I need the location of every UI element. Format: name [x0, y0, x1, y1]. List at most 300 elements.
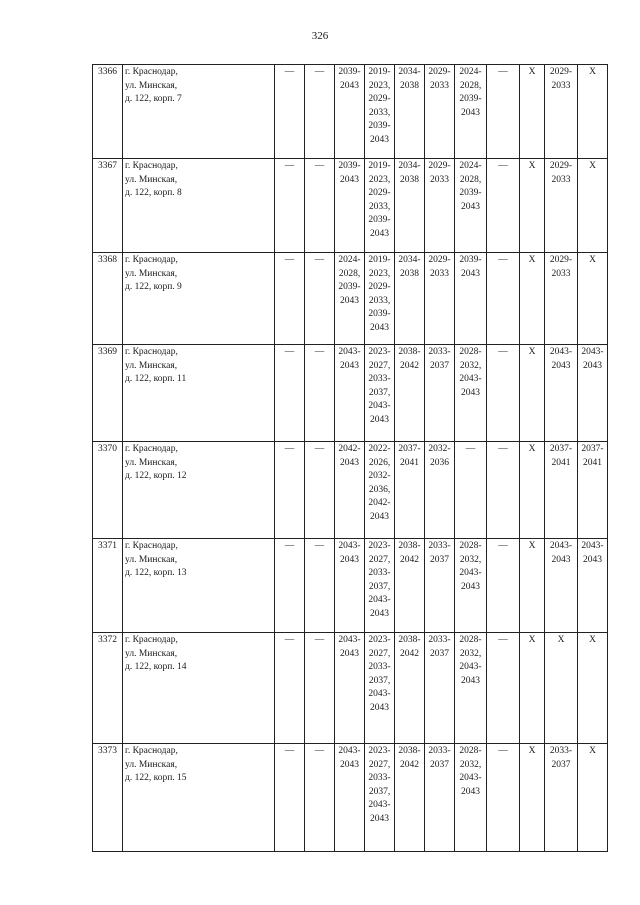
cell-value: 2034-	[398, 255, 421, 265]
schedule-cell	[275, 345, 305, 442]
cell-value: 2019-	[368, 67, 391, 77]
schedule-cell	[578, 253, 608, 345]
cell-value: —	[314, 541, 325, 551]
cell-value: 2037-	[398, 444, 421, 454]
cell-value: 2043-	[338, 746, 361, 756]
cell-value: 2042	[400, 759, 419, 770]
cell-value: 2043	[370, 322, 389, 333]
cell-value: —	[284, 347, 295, 357]
schedule-cell	[305, 159, 335, 253]
cell-value: 2033-	[368, 374, 391, 384]
schedule-cell	[545, 65, 578, 159]
cell-value: 2043	[370, 702, 389, 713]
address-line: ул. Минская,	[125, 268, 178, 279]
cell-value: —	[284, 444, 295, 454]
schedule-cell	[425, 253, 455, 345]
row-number: 3366	[98, 67, 117, 77]
address-line: г. Краснодар,	[125, 161, 178, 171]
schedule-cell	[275, 744, 305, 852]
schedule-cell	[520, 253, 545, 345]
cell-value: 2033	[551, 174, 571, 185]
address-line: ул. Минская,	[125, 648, 178, 659]
cell-value: 2027,	[368, 759, 391, 770]
cell-value: 2024-	[459, 161, 482, 171]
cell-value: X	[589, 67, 596, 77]
schedule-cell	[395, 539, 425, 633]
schedule-cell	[425, 159, 455, 253]
schedule-cell	[395, 159, 425, 253]
cell-value: 2038-	[398, 746, 421, 756]
schedule-cell	[335, 442, 365, 539]
row-number: 3372	[98, 635, 117, 645]
cell-value: 2043	[461, 786, 480, 797]
address-line: г. Краснодар,	[125, 255, 178, 265]
schedule-cell	[545, 159, 578, 253]
schedule-cell	[365, 539, 395, 633]
cell-value: 2029-	[428, 67, 451, 77]
schedule-cell	[275, 539, 305, 633]
cell-value: —	[498, 746, 508, 756]
schedule-cell	[425, 442, 455, 539]
table-row	[93, 539, 608, 633]
cell-value: —	[498, 444, 508, 454]
schedule-cell	[305, 442, 335, 539]
cell-value: 2043-	[581, 541, 604, 551]
cell-value: —	[498, 541, 508, 551]
cell-value: —	[284, 67, 295, 77]
row-number-cell	[93, 744, 123, 852]
cell-value: 2033-	[368, 773, 391, 783]
schedule-cell	[335, 633, 365, 744]
cell-value: 2042	[400, 554, 419, 565]
cell-value: 2037,	[368, 675, 391, 686]
cell-value: X	[528, 746, 536, 756]
cell-value: 2024-	[459, 67, 482, 77]
cell-value: 2037	[430, 554, 449, 565]
address-line: д. 122, корп. 13	[125, 568, 187, 578]
cell-value: 2041	[400, 457, 419, 468]
schedule-cell	[520, 65, 545, 159]
cell-value: 2033-	[368, 662, 391, 672]
row-number: 3371	[98, 541, 117, 551]
cell-value: 2033	[430, 268, 449, 279]
cell-value: 2036,	[368, 484, 391, 495]
cell-value: 2041	[551, 457, 571, 468]
address-line: д. 122, корп. 9	[125, 282, 182, 292]
cell-value: 2043-	[338, 347, 361, 357]
cell-value: 2028,	[459, 80, 482, 91]
cell-value: 2043	[340, 80, 359, 91]
cell-value: 2038-	[398, 541, 421, 551]
schedule-cell	[365, 159, 395, 253]
cell-value: 2022-	[368, 444, 391, 454]
row-number-cell	[93, 159, 123, 253]
row-number: 3369	[98, 347, 117, 357]
cell-value: 2039-	[459, 188, 482, 198]
cell-value: 2043	[370, 414, 389, 425]
cell-value: 2029-	[368, 188, 391, 198]
cell-value: 2043	[340, 360, 359, 371]
schedule-cell	[425, 65, 455, 159]
cell-value: 2033-	[428, 635, 451, 645]
cell-value: 2028-	[459, 541, 482, 551]
schedule-cell	[395, 633, 425, 744]
schedule-cell	[578, 633, 608, 744]
schedule-cell	[578, 442, 608, 539]
address-line: ул. Минская,	[125, 360, 178, 371]
schedule-cell	[520, 442, 545, 539]
schedule-cell	[305, 253, 335, 345]
cell-value: 2043	[370, 813, 389, 824]
cell-value: 2038	[400, 174, 419, 185]
cell-value: 2026,	[368, 457, 391, 468]
cell-value: —	[498, 635, 508, 645]
cell-value: 2043	[461, 581, 480, 592]
cell-value: 2043	[461, 387, 480, 398]
address-cell	[123, 539, 275, 633]
cell-value: 2029-	[549, 255, 573, 265]
cell-value: 2036	[430, 457, 449, 468]
schedule-cell	[455, 539, 487, 633]
cell-value: 2037,	[368, 581, 391, 592]
cell-value: 2043	[461, 107, 480, 118]
cell-value: 2042-	[338, 444, 361, 454]
cell-value: 2038	[400, 80, 419, 91]
schedule-cell	[365, 65, 395, 159]
cell-value: 2034-	[398, 161, 421, 171]
cell-value: 2033-	[368, 568, 391, 578]
cell-value: —	[314, 67, 325, 77]
schedule-cell	[578, 744, 608, 852]
cell-value: 2023-	[368, 635, 391, 645]
cell-value: 2039-	[368, 215, 391, 225]
schedule-cell	[520, 159, 545, 253]
cell-value: 2043-	[549, 347, 573, 357]
row-number-cell	[93, 345, 123, 442]
cell-value: 2043-	[459, 773, 482, 783]
cell-value: 2043	[340, 174, 359, 185]
address-line: г. Краснодар,	[125, 746, 178, 756]
cell-value: 2039-	[459, 255, 482, 265]
cell-value: 2042	[400, 360, 419, 371]
row-number-cell	[93, 539, 123, 633]
schedule-cell	[455, 65, 487, 159]
schedule-cell	[578, 345, 608, 442]
cell-value: 2039-	[338, 282, 361, 292]
cell-value: —	[284, 161, 295, 171]
cell-value: 2023-	[368, 347, 391, 357]
schedule-cell	[425, 345, 455, 442]
cell-value: 2033,	[368, 107, 391, 118]
schedule-cell	[305, 539, 335, 633]
cell-value: 2033	[551, 80, 571, 91]
address-line: д. 122, корп. 12	[125, 471, 187, 481]
cell-value: 2037	[430, 360, 449, 371]
repair-schedule-table	[92, 64, 608, 852]
schedule-cell	[365, 253, 395, 345]
cell-value: 2023,	[368, 174, 391, 185]
cell-value: X	[589, 161, 596, 171]
schedule-cell	[520, 744, 545, 852]
cell-value: 2043	[583, 554, 602, 565]
schedule-cell	[578, 539, 608, 633]
cell-value: 2043	[583, 360, 602, 371]
cell-value: —	[284, 255, 295, 265]
schedule-cell	[455, 159, 487, 253]
cell-value: 2032-	[368, 471, 391, 481]
table-row	[93, 442, 608, 539]
cell-value: —	[498, 161, 508, 171]
schedule-cell	[520, 633, 545, 744]
cell-value: 2028-	[459, 635, 482, 645]
cell-value: —	[498, 67, 508, 77]
cell-value: 2029-	[428, 255, 451, 265]
address-line: д. 122, корп. 7	[125, 94, 182, 104]
cell-value: 2033-	[549, 746, 573, 756]
schedule-cell	[335, 345, 365, 442]
cell-value: 2029-	[368, 94, 391, 104]
schedule-cell	[545, 744, 578, 852]
schedule-cell	[455, 442, 487, 539]
address-cell	[123, 744, 275, 852]
row-number-cell	[93, 633, 123, 744]
cell-value: 2043-	[368, 595, 391, 605]
schedule-cell	[455, 744, 487, 852]
cell-value: —	[498, 347, 508, 357]
schedule-cell	[335, 159, 365, 253]
cell-value: 2037-	[549, 444, 573, 454]
cell-value: 2039-	[368, 309, 391, 319]
cell-value: 2023,	[368, 80, 391, 91]
cell-value: X	[528, 161, 536, 171]
schedule-cell	[335, 539, 365, 633]
table-row	[93, 253, 608, 345]
cell-value: 2033-	[428, 347, 451, 357]
cell-value: X	[528, 67, 536, 77]
address-line: д. 122, корп. 14	[125, 662, 187, 672]
cell-value: 2028,	[338, 268, 361, 279]
address-cell	[123, 442, 275, 539]
cell-value: X	[528, 635, 536, 645]
schedule-cell	[335, 744, 365, 852]
schedule-cell	[545, 633, 578, 744]
cell-value: 2033,	[368, 201, 391, 212]
address-cell	[123, 65, 275, 159]
schedule-cell	[275, 253, 305, 345]
schedule-cell	[275, 159, 305, 253]
cell-value: 2023-	[368, 746, 391, 756]
cell-value: —	[314, 255, 325, 265]
cell-value: —	[314, 161, 325, 171]
cell-value: 2042	[400, 648, 419, 659]
cell-value: 2037,	[368, 387, 391, 398]
schedule-cell	[395, 442, 425, 539]
schedule-cell	[545, 442, 578, 539]
schedule-cell	[487, 159, 520, 253]
table-row	[93, 345, 608, 442]
cell-value: 2043	[461, 675, 480, 686]
schedule-cell	[365, 345, 395, 442]
cell-value: 2038-	[398, 635, 421, 645]
schedule-cell	[335, 65, 365, 159]
cell-value: —	[498, 255, 508, 265]
schedule-cell	[578, 65, 608, 159]
cell-value: 2037,	[368, 786, 391, 797]
schedule-cell	[395, 65, 425, 159]
address-line: г. Краснодар,	[125, 347, 178, 357]
cell-value: 2043	[461, 201, 480, 212]
row-number: 3367	[98, 161, 117, 171]
address-cell	[123, 345, 275, 442]
table-row	[93, 633, 608, 744]
cell-value: 2028-	[459, 347, 482, 357]
cell-value: 2032,	[459, 759, 482, 770]
address-line: ул. Минская,	[125, 759, 178, 770]
cell-value: 2039-	[338, 161, 361, 171]
schedule-cell	[305, 65, 335, 159]
cell-value: 2043	[340, 759, 359, 770]
cell-value: 2043	[551, 360, 571, 371]
cell-value: 2028,	[459, 174, 482, 185]
schedule-cell	[395, 744, 425, 852]
address-line: г. Краснодар,	[125, 444, 178, 454]
cell-value: 2038	[400, 268, 419, 279]
row-number-cell	[93, 65, 123, 159]
cell-value: 2041	[583, 457, 602, 468]
cell-value: 2019-	[368, 255, 391, 265]
schedule-cell	[425, 633, 455, 744]
schedule-cell	[455, 253, 487, 345]
cell-value: 2029-	[428, 161, 451, 171]
cell-value: 2032,	[459, 554, 482, 565]
table-row	[93, 65, 608, 159]
schedule-cell	[487, 442, 520, 539]
cell-value: 2032-	[428, 444, 451, 454]
cell-value: —	[284, 746, 295, 756]
schedule-cell	[487, 65, 520, 159]
cell-value: 2043	[370, 511, 389, 522]
cell-value: 2043	[551, 554, 571, 565]
cell-value: X	[589, 635, 596, 645]
cell-value: 2043	[340, 648, 359, 659]
address-line: д. 122, корп. 11	[125, 374, 187, 384]
address-line: г. Краснодар,	[125, 541, 178, 551]
cell-value: 2043	[340, 295, 359, 306]
cell-value: X	[528, 347, 536, 357]
schedule-cell	[578, 159, 608, 253]
address-line: д. 122, корп. 8	[125, 188, 182, 198]
address-cell	[123, 159, 275, 253]
schedule-cell	[487, 633, 520, 744]
schedule-cell	[455, 345, 487, 442]
cell-value: 2033	[430, 80, 449, 91]
cell-value: 2043	[370, 608, 389, 619]
cell-value: 2027,	[368, 648, 391, 659]
table-row	[93, 744, 608, 852]
cell-value: 2033,	[368, 295, 391, 306]
schedule-cell	[520, 345, 545, 442]
cell-value: 2034-	[398, 67, 421, 77]
cell-value: 2043	[340, 554, 359, 565]
cell-value: 2039-	[338, 67, 361, 77]
row-number: 3368	[98, 255, 117, 265]
cell-value: —	[314, 746, 325, 756]
schedule-cell	[487, 253, 520, 345]
cell-value: X	[528, 541, 536, 551]
address-line: ул. Минская,	[125, 554, 178, 565]
cell-value: 2043-	[459, 568, 482, 578]
schedule-cell	[425, 744, 455, 852]
cell-value: 2038-	[398, 347, 421, 357]
cell-value: X	[589, 255, 596, 265]
schedule-cell	[275, 65, 305, 159]
schedule-cell	[425, 539, 455, 633]
schedule-cell	[365, 744, 395, 852]
cell-value: 2039-	[459, 94, 482, 104]
cell-value: 2043	[340, 457, 359, 468]
address-cell	[123, 633, 275, 744]
schedule-cell	[455, 633, 487, 744]
cell-value: 2037	[430, 759, 449, 770]
cell-value: —	[314, 444, 325, 454]
cell-value: 2039-	[368, 121, 391, 131]
schedule-cell	[487, 744, 520, 852]
address-line: г. Краснодар,	[125, 67, 178, 77]
schedule-cell	[395, 345, 425, 442]
cell-value: 2028-	[459, 746, 482, 756]
schedule-cell	[335, 253, 365, 345]
cell-value: 2032,	[459, 648, 482, 659]
cell-value: 2043	[461, 268, 480, 279]
schedule-cell	[305, 345, 335, 442]
cell-value: —	[284, 541, 295, 551]
address-line: ул. Минская,	[125, 174, 178, 185]
table-row	[93, 159, 608, 253]
cell-value: 2043-	[549, 541, 573, 551]
schedule-cell	[365, 442, 395, 539]
cell-value: —	[465, 444, 476, 454]
cell-value: X	[528, 444, 536, 454]
cell-value: X	[528, 255, 536, 265]
cell-value: 2033	[551, 268, 571, 279]
table-body	[93, 65, 608, 852]
cell-value: 2037	[551, 759, 571, 770]
cell-value: 2043-	[459, 374, 482, 384]
cell-value: 2023-	[368, 541, 391, 551]
schedule-cell	[395, 253, 425, 345]
cell-value: 2027,	[368, 360, 391, 371]
page-number: 326	[311, 30, 329, 42]
cell-value: 2043	[370, 228, 389, 239]
cell-value: 2043-	[338, 541, 361, 551]
cell-value: 2029-	[549, 67, 573, 77]
schedule-cell	[545, 539, 578, 633]
address-line: г. Краснодар,	[125, 635, 178, 645]
address-line: д. 122, корп. 15	[125, 773, 187, 783]
address-cell	[123, 253, 275, 345]
row-number: 3373	[98, 746, 117, 756]
cell-value: 2029-	[549, 161, 573, 171]
cell-value: 2032,	[459, 360, 482, 371]
row-number-cell	[93, 442, 123, 539]
cell-value: 2043-	[581, 347, 604, 357]
cell-value: 2023,	[368, 268, 391, 279]
schedule-cell	[275, 442, 305, 539]
cell-value: X	[557, 635, 565, 645]
schedule-cell	[545, 345, 578, 442]
cell-value: 2033-	[428, 541, 451, 551]
schedule-cell	[520, 539, 545, 633]
